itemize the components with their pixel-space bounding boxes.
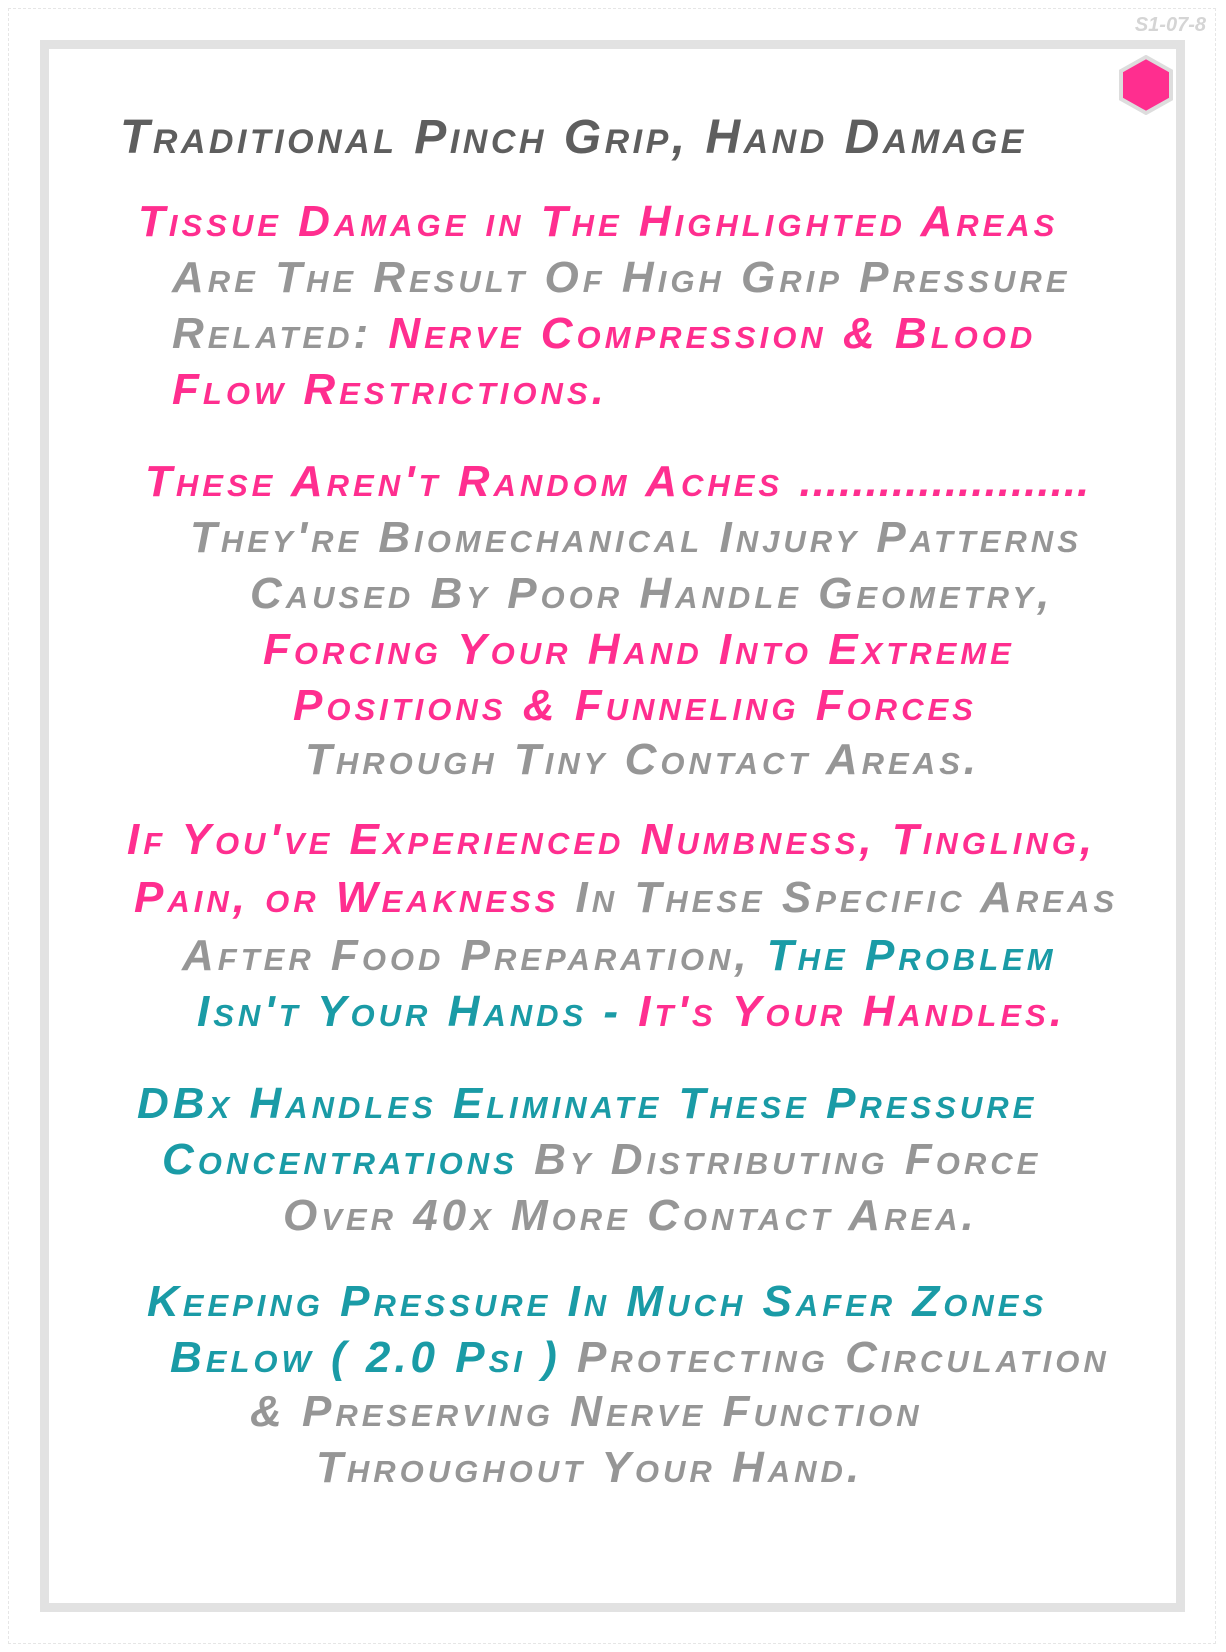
- s5-line2-highlight: Below ( 2.0 Psi ): [170, 1333, 561, 1382]
- s3-line4-pink: It's Your Handles.: [638, 987, 1066, 1036]
- s4-line3: Over 40x More Contact Area.: [283, 1191, 978, 1240]
- s5-line4: Throughout Your Hand.: [316, 1443, 864, 1492]
- s5-line2-rest: Protecting Circulation: [560, 1333, 1110, 1382]
- s2-line2: They're Biomechanical Injury Patterns: [190, 513, 1082, 562]
- s1-line4: Flow Restrictions.: [172, 365, 608, 414]
- s3-line3: [182, 931, 1057, 980]
- s2-line1-text: These Aren't Random Aches: [145, 457, 800, 506]
- s4-line2: [162, 1135, 1042, 1184]
- s3-line2-rest: In These Specific Areas: [559, 873, 1119, 922]
- s2-line4: Forcing Your Hand Into Extreme: [263, 625, 1015, 674]
- hexagon-icon: [1118, 55, 1174, 115]
- s1-line3: [172, 309, 1037, 358]
- s5-line1: Keeping Pressure In Much Safer Zones: [147, 1277, 1048, 1326]
- s3-line2: [134, 873, 1119, 922]
- s2-line6: Through Tiny Contact Areas.: [305, 735, 980, 784]
- s3-line3-highlight: The Problem: [766, 931, 1057, 980]
- page-code: S1-07-8: [1134, 14, 1206, 36]
- s5-line2: [170, 1333, 1110, 1382]
- s4-line1: DBx Handles Eliminate These Pressure: [137, 1079, 1038, 1128]
- s1-line1: Tissue Damage in The Highlighted Areas: [138, 197, 1059, 246]
- s5-line3: & Preserving Nerve Function: [250, 1387, 923, 1436]
- s2-line5: Positions & Funneling Forces: [293, 681, 977, 730]
- s2-dots: ......................: [799, 457, 1091, 506]
- s3-line2-highlight: Pain, or Weakness: [134, 873, 560, 922]
- s3-line3-prefix: After Food Preparation,: [182, 931, 767, 980]
- s1-line3-prefix: Related:: [172, 309, 389, 358]
- s3-line4-teal: Isn't Your Hands -: [197, 987, 639, 1036]
- s4-line2-highlight: Concentrations: [162, 1135, 518, 1184]
- s4-line2-rest: By Distributing Force: [517, 1135, 1042, 1184]
- page-title: Traditional Pinch Grip, Hand Damage: [120, 111, 1027, 164]
- s1-line2: Are The Result Of High Grip Pressure: [172, 253, 1071, 302]
- s3-line1: If You've Experienced Numbness, Tingling,: [127, 815, 1097, 864]
- s3-line4: [197, 987, 1066, 1036]
- s1-line3-highlight: Nerve Compression & Blood: [388, 309, 1037, 358]
- s2-line3: Caused By Poor Handle Geometry,: [250, 569, 1054, 618]
- s2-line1: [145, 457, 1091, 506]
